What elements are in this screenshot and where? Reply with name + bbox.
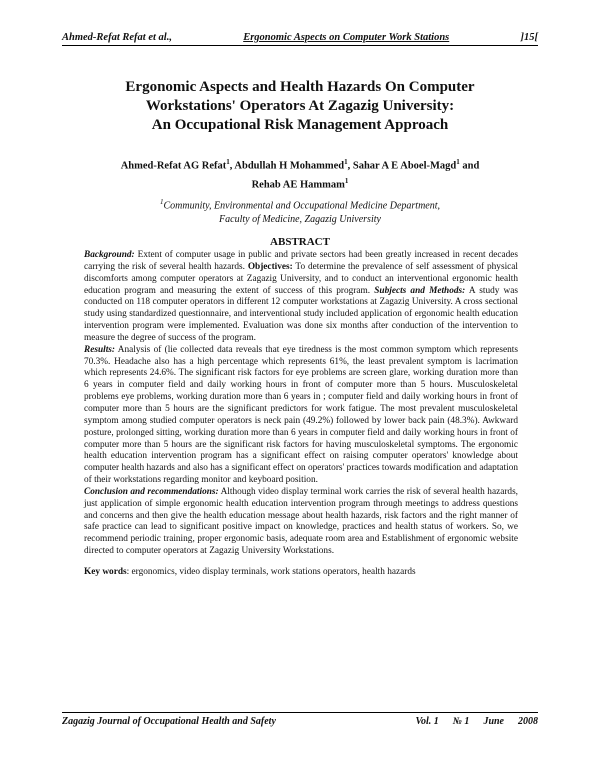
author-1: Ahmed-Refat AG Refat	[120, 160, 227, 172]
title-line-2: Workstations' Operators At Zagazig University:	[145, 98, 455, 114]
conclusion-text: Although video display terminal work carries the risk of several health hazards, just application of simple ergonomic health education intervention program through meetings to address questions and concerns and then give the health education message about health hazards, risk factors and the right manner of safe practice can lead to significant positive impact on knowledge, practices and health status of workers. So, we recommend periodic training, proper ergonomic basis, adequate room area and Establishment of ergonomic website directed to computer operators at Zagazig University Workstations.	[84, 486, 519, 557]
keywords-text: : ergonomics, video display terminals, work stations operators, health hazards	[126, 566, 416, 577]
author-2-affil: 1	[344, 158, 348, 166]
affiliation-line-2: Faculty of Medicine, Zagazig University	[219, 214, 381, 226]
author-2: Abdullah H Mohammed	[234, 160, 345, 172]
affiliation-line-1: Community, Environmental and Occupational Medicine Department,	[163, 200, 441, 212]
subjects-text: A study was conducted on 118 computer operators in different 12 computer workstations at Zagazig University. A cross sectional study using standardized questionnaire, and interventional study included application of ergonomic health education intervention program were implemented. Evaluation was done six months after conduction of the intervention to measure the degree of success of the program.	[84, 285, 519, 343]
objectives-label: Objectives:	[247, 261, 293, 272]
paper-title	[62, 78, 538, 135]
title-line-1: Ergonomic Aspects and Health Hazards On Computer	[125, 79, 475, 95]
affiliation	[62, 195, 538, 227]
objectives-text: To determine the prevalence of self assessment of physical discomforts among computer operators at Zagazig University, and to conduct an interventional ergonomic health education program and measuring the extent of success of this program.	[84, 261, 518, 296]
footer-number: № 1	[452, 716, 470, 727]
header-authors: Ahmed-Refat Refat et al.,	[62, 32, 172, 43]
author-3-affil: 1	[456, 158, 460, 166]
running-header	[62, 32, 538, 46]
keywords-label: Key words	[84, 566, 127, 577]
author-3: Sahar A E Aboel-Magd	[352, 160, 457, 172]
author-4: Rehab AE Hammam	[251, 179, 345, 190]
abstract-body	[84, 250, 518, 579]
author-4-affil: 1	[344, 176, 349, 185]
conclusion-label: Conclusion and recommendations:	[84, 486, 219, 497]
abstract-heading: ABSTRACT	[270, 236, 330, 248]
journal-footer	[62, 712, 538, 727]
author-and: and	[462, 160, 480, 172]
footer-issue	[401, 716, 538, 727]
subjects-label: Subjects and Methods:	[374, 285, 466, 296]
header-page-number: ]15[	[520, 32, 538, 43]
affiliation-marker: 1	[159, 198, 164, 206]
footer-year: 2008	[518, 716, 538, 727]
footer-journal: Zagazig Journal of Occupational Health and Safety	[62, 716, 276, 727]
author-list: Ahmed-Refat AG Refat$^1$, Abdullah H Mohammed$^1$, Sahar A E Aboel-Magd$^1$ and Rehab AE Hammam$^1$	[120, 158, 480, 190]
header-running-title: Ergonomic Aspects on Computer Work Stations	[243, 32, 450, 43]
keywords-paragraph	[84, 567, 518, 579]
title-line-3: An Occupational Risk Management Approach	[151, 117, 449, 133]
background-text: Extent of computer usage in public and private sectors had been greatly increased in recent decades carrying the risk of several health hazards.	[84, 250, 518, 272]
abstract-conclusion-paragraph	[84, 487, 518, 558]
results-label: Results:	[84, 344, 115, 355]
abstract-results-paragraph	[84, 345, 518, 487]
author-1-affil: 1	[226, 158, 230, 166]
footer-volume: Vol. 1	[415, 716, 439, 727]
footer-month: June	[483, 716, 504, 727]
background-label: Background:	[84, 250, 135, 260]
results-text: Analysis of (lie collected data reveals that eye tiredness is the most common symptom which represents 70.3%. Headache also has a high percentage which represents 61%, the least prevalent symptom is lacrimation which represents 24.6%. The significant risk factors for eye problems are screen glare, working duration more than 6 years in computer field and daily working hours in front of computer more than 5 hours. Musculoskeletal problems eye problems, working duration more than 6 years in ; computer field and daily working hours in front of computer more than 5 hours are the significant predictors for work fatigue. The most prevalent musculoskeletal symptom among studied computer operators is neck pain (49.2%) followed by lower back pain (48.3%). Awkward posture, prolonged sitting, working duration more than 6 years in computer field and daily working hours in front of computer more than 5 hours are the significant risk factors for having musculoskeletal symptoms. The ergonomic health education intervention program has a significant effect on raising computer operators' knowledge about computer health hazards and also has a significant effect on operators' practices towards modification and adaptation of their workstations regarding monitor and keyboard position.	[84, 344, 518, 486]
abstract-background-paragraph	[84, 250, 518, 345]
